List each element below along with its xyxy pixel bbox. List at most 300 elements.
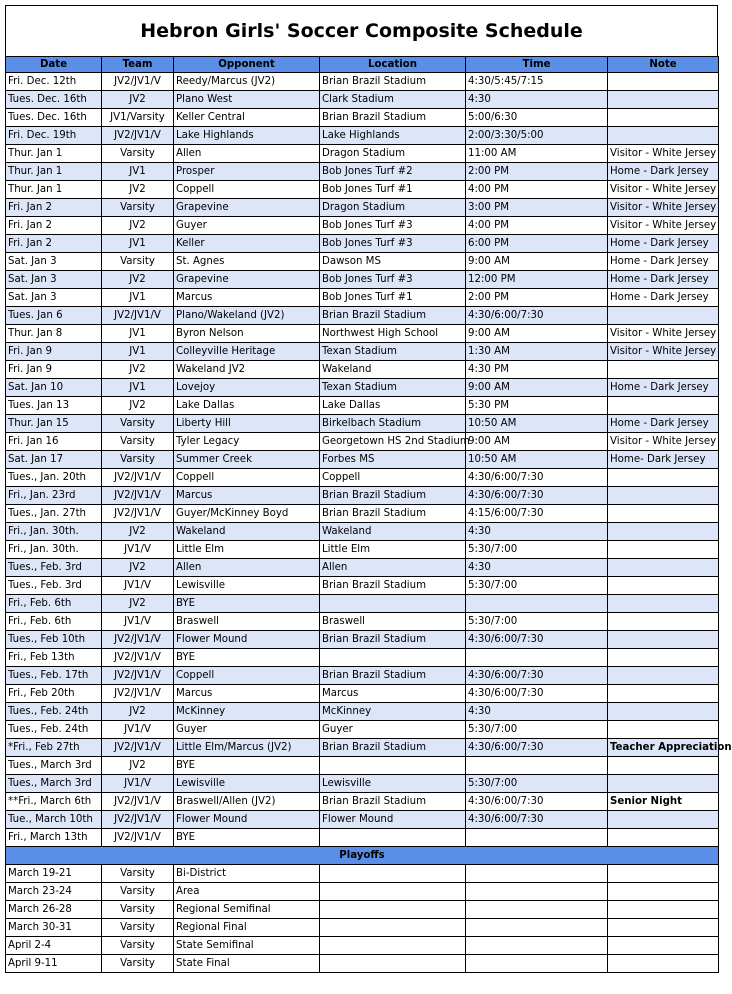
team-cell: JV1 <box>102 343 174 361</box>
location-cell: Brian Brazil Stadium <box>320 505 466 523</box>
opponent-cell: Lake Dallas <box>174 397 320 415</box>
team-cell: JV2/JV1/V <box>102 811 174 829</box>
team-cell: JV2/JV1/V <box>102 685 174 703</box>
team-cell: Varsity <box>102 937 174 955</box>
note-cell <box>608 649 719 667</box>
opponent-cell: Flower Mound <box>174 811 320 829</box>
note-cell <box>608 937 719 955</box>
note-cell <box>608 721 719 739</box>
date-cell: Tues. Dec. 16th <box>6 109 102 127</box>
team-cell: Varsity <box>102 901 174 919</box>
opponent-cell: Allen <box>174 559 320 577</box>
location-cell: Brian Brazil Stadium <box>320 73 466 91</box>
location-cell: Bob Jones Turf #1 <box>320 181 466 199</box>
date-cell: Thur. Jan 1 <box>6 181 102 199</box>
location-cell <box>320 937 466 955</box>
table-row <box>6 631 719 649</box>
note-cell <box>608 901 719 919</box>
location-cell: Flower Mound <box>320 811 466 829</box>
note-cell <box>608 685 719 703</box>
time-cell: 4:30 <box>466 523 608 541</box>
team-cell: JV2/JV1/V <box>102 649 174 667</box>
schedule-table <box>5 56 732 973</box>
col-header-opponent: Opponent <box>174 57 320 73</box>
team-cell: JV1/V <box>102 613 174 631</box>
location-cell <box>320 901 466 919</box>
location-cell: Allen <box>320 559 466 577</box>
team-cell: JV2/JV1/V <box>102 667 174 685</box>
table-row <box>6 145 719 163</box>
opponent-cell: Little Elm <box>174 541 320 559</box>
opponent-cell: Lovejoy <box>174 379 320 397</box>
table-row <box>6 595 719 613</box>
team-cell: Varsity <box>102 865 174 883</box>
date-cell: Tues., Feb. 24th <box>6 721 102 739</box>
table-row <box>6 91 719 109</box>
date-cell: March 30-31 <box>6 919 102 937</box>
location-cell: Little Elm <box>320 541 466 559</box>
date-cell: Sat. Jan 3 <box>6 289 102 307</box>
opponent-cell: Wakeland <box>174 523 320 541</box>
note-cell <box>608 883 719 901</box>
date-cell: Fri., Feb. 6th <box>6 595 102 613</box>
opponent-cell: Prosper <box>174 163 320 181</box>
location-cell: Bob Jones Turf #3 <box>320 271 466 289</box>
schedule-sheet <box>5 5 732 973</box>
opponent-cell: Grapevine <box>174 199 320 217</box>
note-cell <box>608 577 719 595</box>
note-cell <box>608 811 719 829</box>
note-cell <box>608 631 719 649</box>
table-row <box>6 721 719 739</box>
opponent-cell: Guyer <box>174 721 320 739</box>
location-cell: Lake Dallas <box>320 397 466 415</box>
schedule-body <box>6 73 732 973</box>
note-cell <box>608 919 719 937</box>
note-cell <box>608 523 719 541</box>
date-cell: Fri., Feb. 6th <box>6 613 102 631</box>
note-cell: Senior Night <box>608 793 719 811</box>
date-cell: Fri., Feb 13th <box>6 649 102 667</box>
time-cell: 5:30/7:00 <box>466 577 608 595</box>
col-header-note: Note <box>608 57 719 73</box>
table-row <box>6 343 719 361</box>
location-cell <box>320 883 466 901</box>
opponent-cell: Byron Nelson <box>174 325 320 343</box>
opponent-cell: Plano/Wakeland (JV2) <box>174 307 320 325</box>
location-cell: Bob Jones Turf #3 <box>320 217 466 235</box>
table-row <box>6 163 719 181</box>
time-cell: 11:00 AM <box>466 145 608 163</box>
header-row <box>6 57 719 73</box>
opponent-cell: BYE <box>174 757 320 775</box>
opponent-cell: Flower Mound <box>174 631 320 649</box>
location-cell: Wakeland <box>320 361 466 379</box>
location-cell: Forbes MS <box>320 451 466 469</box>
team-cell: JV2 <box>102 217 174 235</box>
date-cell: Sat. Jan 3 <box>6 271 102 289</box>
date-cell: *Fri., Feb 27th <box>6 739 102 757</box>
date-cell: Sat. Jan 3 <box>6 253 102 271</box>
location-cell: Brian Brazil Stadium <box>320 739 466 757</box>
col-header-team: Team <box>102 57 174 73</box>
team-cell: JV2/JV1/V <box>102 793 174 811</box>
time-cell: 3:00 PM <box>466 199 608 217</box>
date-cell: Tues., Jan. 27th <box>6 505 102 523</box>
table-row <box>6 649 719 667</box>
date-cell: Fri., March 13th <box>6 829 102 847</box>
opponent-cell: Coppell <box>174 667 320 685</box>
team-cell: JV2 <box>102 181 174 199</box>
team-cell: JV2/JV1/V <box>102 505 174 523</box>
note-cell: Home - Dark Jersey <box>608 415 719 433</box>
team-cell: JV1/V <box>102 577 174 595</box>
team-cell: JV2/JV1/V <box>102 73 174 91</box>
note-cell <box>608 469 719 487</box>
table-row <box>6 505 719 523</box>
opponent-cell: Coppell <box>174 181 320 199</box>
time-cell: 10:50 AM <box>466 451 608 469</box>
team-cell: JV1 <box>102 379 174 397</box>
date-cell: Fri. Dec. 19th <box>6 127 102 145</box>
opponent-cell: St. Agnes <box>174 253 320 271</box>
team-cell: JV2/JV1/V <box>102 739 174 757</box>
table-row <box>6 235 719 253</box>
team-cell: JV1/V <box>102 775 174 793</box>
team-cell: JV2 <box>102 271 174 289</box>
date-cell: April 2-4 <box>6 937 102 955</box>
note-cell <box>608 829 719 847</box>
team-cell: JV1 <box>102 235 174 253</box>
note-cell <box>608 307 719 325</box>
opponent-cell: Keller Central <box>174 109 320 127</box>
opponent-cell: McKinney <box>174 703 320 721</box>
time-cell: 9:00 AM <box>466 379 608 397</box>
table-row <box>6 289 719 307</box>
team-cell: Varsity <box>102 919 174 937</box>
time-cell <box>466 649 608 667</box>
table-row <box>6 523 719 541</box>
note-cell: Teacher Appreciation <box>608 739 719 757</box>
location-cell: Bob Jones Turf #2 <box>320 163 466 181</box>
time-cell: 6:00 PM <box>466 235 608 253</box>
time-cell: 4:15/6:00/7:30 <box>466 505 608 523</box>
time-cell <box>466 883 608 901</box>
date-cell: Tues., Feb. 24th <box>6 703 102 721</box>
team-cell: Varsity <box>102 145 174 163</box>
location-cell: Texan Stadium <box>320 379 466 397</box>
time-cell <box>466 865 608 883</box>
time-cell: 5:30 PM <box>466 397 608 415</box>
location-cell: Braswell <box>320 613 466 631</box>
opponent-cell: Marcus <box>174 685 320 703</box>
date-cell: Tues., March 3rd <box>6 775 102 793</box>
time-cell: 4:30 <box>466 703 608 721</box>
time-cell: 5:30/7:00 <box>466 541 608 559</box>
location-cell: Marcus <box>320 685 466 703</box>
note-cell: Home - Dark Jersey <box>608 163 719 181</box>
note-cell: Visitor - White Jersey <box>608 325 719 343</box>
time-cell: 4:00 PM <box>466 217 608 235</box>
location-cell <box>320 919 466 937</box>
time-cell: 4:30/6:00/7:30 <box>466 793 608 811</box>
date-cell: **Fri., March 6th <box>6 793 102 811</box>
date-cell: Fri., Jan. 30th. <box>6 541 102 559</box>
date-cell: Fri., Jan. 23rd <box>6 487 102 505</box>
opponent-cell: Lake Highlands <box>174 127 320 145</box>
time-cell: 9:00 AM <box>466 325 608 343</box>
location-cell: Brian Brazil Stadium <box>320 487 466 505</box>
location-cell: Dragon Stadium <box>320 199 466 217</box>
time-cell: 2:00 PM <box>466 289 608 307</box>
location-cell: Bob Jones Turf #3 <box>320 235 466 253</box>
note-cell <box>608 667 719 685</box>
note-cell <box>608 109 719 127</box>
note-cell <box>608 775 719 793</box>
date-cell: Fri. Jan 2 <box>6 217 102 235</box>
table-row <box>6 613 719 631</box>
team-cell: Varsity <box>102 451 174 469</box>
note-cell: Home - Dark Jersey <box>608 289 719 307</box>
table-row <box>6 361 719 379</box>
location-cell <box>320 595 466 613</box>
note-cell <box>608 955 719 973</box>
time-cell: 4:30/6:00/7:30 <box>466 469 608 487</box>
location-cell: Lake Highlands <box>320 127 466 145</box>
note-cell: Visitor - White Jersey <box>608 217 719 235</box>
table-row <box>6 739 719 757</box>
date-cell: Tues., Feb 10th <box>6 631 102 649</box>
time-cell: 4:30/6:00/7:30 <box>466 487 608 505</box>
opponent-cell: Marcus <box>174 289 320 307</box>
table-row <box>6 415 719 433</box>
opponent-cell: Guyer <box>174 217 320 235</box>
location-cell: Brian Brazil Stadium <box>320 577 466 595</box>
location-cell: Georgetown HS 2nd Stadium <box>320 433 466 451</box>
team-cell: Varsity <box>102 883 174 901</box>
col-header-time: Time <box>466 57 608 73</box>
opponent-cell: BYE <box>174 649 320 667</box>
note-cell <box>608 559 719 577</box>
table-row <box>6 793 719 811</box>
playoffs-label: Playoffs <box>6 847 719 865</box>
note-cell <box>608 397 719 415</box>
time-cell <box>466 595 608 613</box>
table-row <box>6 667 719 685</box>
location-cell: Wakeland <box>320 523 466 541</box>
table-row <box>6 955 719 973</box>
location-cell: Brian Brazil Stadium <box>320 793 466 811</box>
team-cell: JV1/V <box>102 541 174 559</box>
playoffs-band <box>6 847 719 865</box>
table-row <box>6 73 719 91</box>
table-row <box>6 703 719 721</box>
time-cell: 4:30/6:00/7:30 <box>466 811 608 829</box>
location-cell <box>320 757 466 775</box>
table-row <box>6 253 719 271</box>
note-cell <box>608 91 719 109</box>
date-cell: Tue., March 10th <box>6 811 102 829</box>
location-cell: Bob Jones Turf #1 <box>320 289 466 307</box>
team-cell: Varsity <box>102 253 174 271</box>
location-cell: McKinney <box>320 703 466 721</box>
note-cell: Home - Dark Jersey <box>608 379 719 397</box>
time-cell: 4:30 <box>466 559 608 577</box>
time-cell <box>466 919 608 937</box>
location-cell: Texan Stadium <box>320 343 466 361</box>
date-cell: Thur. Jan 1 <box>6 163 102 181</box>
table-row <box>6 325 719 343</box>
team-cell: JV2 <box>102 91 174 109</box>
time-cell <box>466 829 608 847</box>
date-cell: Sat. Jan 10 <box>6 379 102 397</box>
note-cell <box>608 613 719 631</box>
date-cell: Tues., Jan. 20th <box>6 469 102 487</box>
time-cell: 4:30/6:00/7:30 <box>466 307 608 325</box>
opponent-cell: Liberty Hill <box>174 415 320 433</box>
time-cell: 4:30/5:45/7:15 <box>466 73 608 91</box>
date-cell: Tues., Feb. 17th <box>6 667 102 685</box>
date-cell: Fri. Jan 9 <box>6 361 102 379</box>
table-row <box>6 901 719 919</box>
table-row <box>6 775 719 793</box>
time-cell <box>466 955 608 973</box>
time-cell <box>466 937 608 955</box>
note-cell <box>608 541 719 559</box>
opponent-cell: Keller <box>174 235 320 253</box>
page-title: Hebron Girls' Soccer Composite Schedule <box>5 5 718 56</box>
location-cell: Coppell <box>320 469 466 487</box>
opponent-cell: Allen <box>174 145 320 163</box>
time-cell: 5:30/7:00 <box>466 721 608 739</box>
opponent-cell: Colleyville Heritage <box>174 343 320 361</box>
date-cell: Sat. Jan 17 <box>6 451 102 469</box>
time-cell: 12:00 PM <box>466 271 608 289</box>
note-cell <box>608 505 719 523</box>
location-cell: Dragon Stadium <box>320 145 466 163</box>
time-cell: 10:50 AM <box>466 415 608 433</box>
opponent-cell: Bi-District <box>174 865 320 883</box>
team-cell: JV1 <box>102 289 174 307</box>
table-row <box>6 109 719 127</box>
location-cell: Northwest High School <box>320 325 466 343</box>
time-cell: 2:00/3:30/5:00 <box>466 127 608 145</box>
date-cell: Fri., Jan. 30th. <box>6 523 102 541</box>
opponent-cell: Guyer/McKinney Boyd <box>174 505 320 523</box>
table-row <box>6 271 719 289</box>
location-cell: Brian Brazil Stadium <box>320 631 466 649</box>
location-cell: Lewisville <box>320 775 466 793</box>
table-row <box>6 577 719 595</box>
table-row <box>6 397 719 415</box>
team-cell: JV2/JV1/V <box>102 127 174 145</box>
location-cell: Guyer <box>320 721 466 739</box>
team-cell: Varsity <box>102 955 174 973</box>
date-cell: March 23-24 <box>6 883 102 901</box>
date-cell: Fri., Feb 20th <box>6 685 102 703</box>
table-row <box>6 469 719 487</box>
table-row <box>6 559 719 577</box>
date-cell: Thur. Jan 15 <box>6 415 102 433</box>
team-cell: JV1 <box>102 163 174 181</box>
time-cell <box>466 757 608 775</box>
table-row <box>6 217 719 235</box>
date-cell: Fri. Jan 2 <box>6 235 102 253</box>
time-cell: 4:30/6:00/7:30 <box>466 685 608 703</box>
time-cell: 5:00/6:30 <box>466 109 608 127</box>
date-cell: Thur. Jan 8 <box>6 325 102 343</box>
location-cell: Clark Stadium <box>320 91 466 109</box>
table-row <box>6 307 719 325</box>
opponent-cell: Lewisville <box>174 577 320 595</box>
team-cell: JV2 <box>102 559 174 577</box>
opponent-cell: Summer Creek <box>174 451 320 469</box>
location-cell <box>320 649 466 667</box>
note-cell: Home - Dark Jersey <box>608 253 719 271</box>
opponent-cell: Grapevine <box>174 271 320 289</box>
team-cell: JV2 <box>102 523 174 541</box>
team-cell: JV2 <box>102 757 174 775</box>
date-cell: Fri. Jan 9 <box>6 343 102 361</box>
team-cell: JV2 <box>102 703 174 721</box>
opponent-cell: BYE <box>174 595 320 613</box>
note-cell <box>608 865 719 883</box>
time-cell: 4:30 <box>466 91 608 109</box>
table-row <box>6 757 719 775</box>
team-cell: JV2 <box>102 595 174 613</box>
opponent-cell: Little Elm/Marcus (JV2) <box>174 739 320 757</box>
location-cell <box>320 865 466 883</box>
table-row <box>6 685 719 703</box>
time-cell: 9:00 AM <box>466 433 608 451</box>
note-cell: Visitor - White Jersey <box>608 343 719 361</box>
time-cell: 5:30/7:00 <box>466 775 608 793</box>
time-cell: 4:30/6:00/7:30 <box>466 631 608 649</box>
table-row <box>6 919 719 937</box>
opponent-cell: Coppell <box>174 469 320 487</box>
note-cell: Home - Dark Jersey <box>608 235 719 253</box>
table-row <box>6 829 719 847</box>
location-cell: Dawson MS <box>320 253 466 271</box>
date-cell: March 26-28 <box>6 901 102 919</box>
team-cell: Varsity <box>102 433 174 451</box>
note-cell <box>608 361 719 379</box>
date-cell: Tues., Feb. 3rd <box>6 559 102 577</box>
team-cell: JV2 <box>102 397 174 415</box>
team-cell: JV2/JV1/V <box>102 307 174 325</box>
table-row <box>6 199 719 217</box>
table-row <box>6 433 719 451</box>
note-cell <box>608 73 719 91</box>
note-cell <box>608 757 719 775</box>
opponent-cell: Lewisville <box>174 775 320 793</box>
time-cell: 2:00 PM <box>466 163 608 181</box>
date-cell: Fri. Jan 16 <box>6 433 102 451</box>
col-header-location: Location <box>320 57 466 73</box>
opponent-cell: Wakeland JV2 <box>174 361 320 379</box>
opponent-cell: Marcus <box>174 487 320 505</box>
location-cell: Brian Brazil Stadium <box>320 307 466 325</box>
opponent-cell: Reedy/Marcus (JV2) <box>174 73 320 91</box>
opponent-cell: State Semifinal <box>174 937 320 955</box>
note-cell: Visitor - White Jersey <box>608 145 719 163</box>
table-row <box>6 127 719 145</box>
team-cell: JV1 <box>102 325 174 343</box>
note-cell <box>608 127 719 145</box>
note-cell <box>608 487 719 505</box>
team-cell: JV2/JV1/V <box>102 631 174 649</box>
team-cell: JV1/V <box>102 721 174 739</box>
